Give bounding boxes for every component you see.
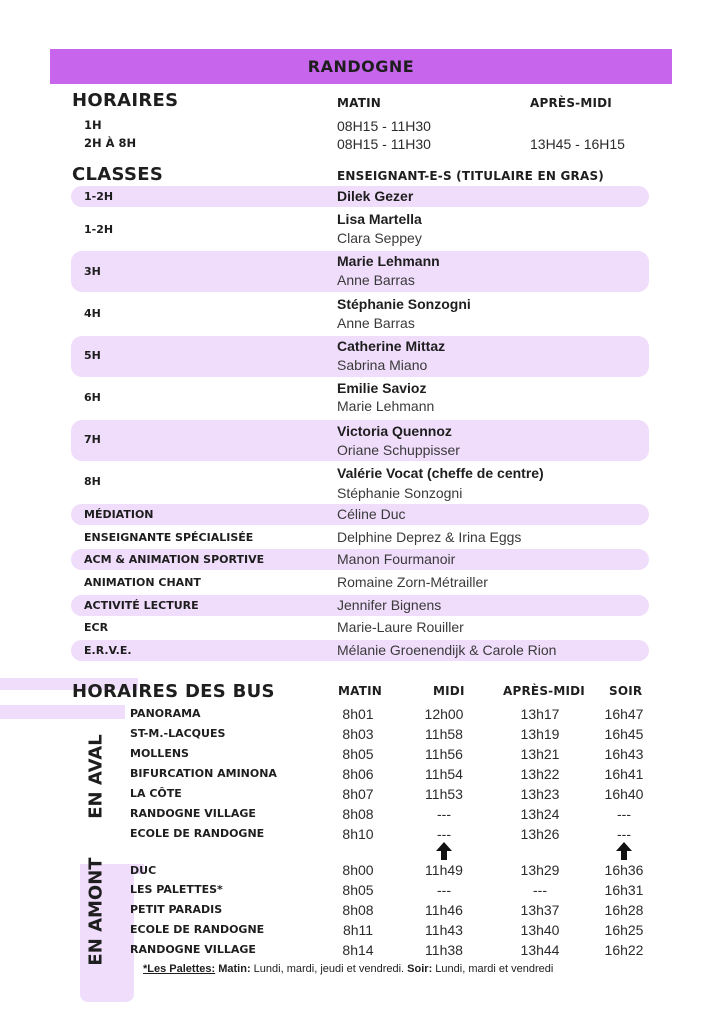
bus-time: 13h19: [520, 726, 560, 742]
class-teacher: Stéphanie Sonzogni: [337, 485, 463, 501]
arrow-up-icon: [436, 842, 452, 860]
label-en-amont: EN AMONT: [85, 857, 107, 966]
bus-time: 8h00: [342, 862, 374, 878]
bus-time: ---: [437, 882, 451, 898]
bus-time: 16h31: [604, 882, 644, 898]
bus-stop: LES PALETTES*: [130, 883, 223, 896]
bus-col-matin: MATIN: [338, 684, 382, 698]
class-teacher: Marie Lehmann: [337, 398, 435, 414]
bus-time: 11h49: [425, 862, 463, 878]
bus-time: 13h23: [520, 786, 560, 802]
bus-time: 13h21: [520, 746, 560, 762]
bus-time: 8h05: [342, 882, 374, 898]
bus-stop: LA CÔTE: [130, 787, 182, 800]
bus-time: 8h14: [342, 942, 374, 958]
special-value: Céline Duc: [337, 506, 406, 522]
special-value: Mélanie Groenendijk & Carole Rion: [337, 642, 557, 658]
class-titulaire: Dilek Gezer: [337, 188, 414, 204]
bus-time: 13h44: [520, 942, 560, 958]
bus-time: 12h00: [424, 706, 464, 722]
special-label: MÉDIATION: [84, 508, 154, 521]
special-label: E.R.V.E.: [84, 644, 132, 657]
footnote-ref: *Les Palettes:: [143, 963, 216, 975]
bus-time: ---: [533, 882, 547, 898]
class-titulaire: Marie Lehmann: [337, 253, 440, 269]
bus-stop: RANDOGNE VILLAGE: [130, 807, 256, 820]
horaires-col-matin: MATIN: [337, 96, 381, 110]
bus-time: 8h10: [342, 826, 374, 842]
bus-time: 11h54: [425, 766, 463, 782]
bus-stop: ECOLE DE RANDOGNE: [130, 827, 265, 840]
class-teacher: Oriane Schuppisser: [337, 442, 460, 458]
bus-time: 16h41: [604, 766, 644, 782]
bus-time: 13h22: [520, 766, 560, 782]
bus-time: 11h58: [425, 726, 463, 742]
bus-time: 16h25: [604, 922, 644, 938]
classes-col-enseignants: ENSEIGNANT-E-S (TITULAIRE EN GRAS): [337, 169, 604, 183]
bus-time: 8h08: [342, 902, 374, 918]
bus-time: 8h07: [342, 786, 374, 802]
class-teacher: Sabrina Miano: [337, 357, 428, 373]
bus-time: 11h56: [425, 746, 463, 762]
horaires-row-label: 2H À 8H: [84, 136, 137, 150]
class-label: 6H: [84, 391, 101, 404]
horaires-row-matin: 08H15 - 11H30: [337, 118, 431, 134]
bus-col-midi: MIDI: [433, 684, 465, 698]
bus-time: 8h11: [342, 922, 374, 938]
special-value: Manon Fourmanoir: [337, 551, 456, 567]
footnote-soir-text: Lundi, mardi et vendredi: [435, 963, 554, 975]
bus-stop: PANORAMA: [130, 707, 201, 720]
bus-time: 11h53: [425, 786, 463, 802]
classes-title: CLASSES: [72, 164, 164, 185]
bus-time: 16h47: [604, 706, 644, 722]
bus-time: 16h43: [604, 746, 644, 762]
bus-stop: RANDOGNE VILLAGE: [130, 943, 256, 956]
bus-time: 8h05: [342, 746, 374, 762]
class-titulaire: Victoria Quennoz: [337, 423, 452, 439]
bus-col-soir: SOIR: [609, 684, 643, 698]
bus-time: 8h08: [342, 806, 374, 822]
footnote-matin-text: Lundi, mardi, jeudi et vendredi.: [253, 963, 405, 975]
special-label: ENSEIGNANTE SPÉCIALISÉE: [84, 531, 254, 544]
horaires-row-matin: 08H15 - 11H30: [337, 136, 431, 152]
class-titulaire: Emilie Savioz: [337, 380, 427, 396]
bus-time: 16h40: [604, 786, 644, 802]
special-label: ACTIVITÉ LECTURE: [84, 599, 199, 612]
special-label: ANIMATION CHANT: [84, 576, 201, 589]
class-titulaire: Lisa Martella: [337, 211, 422, 227]
class-label: 4H: [84, 307, 101, 320]
bus-time: ---: [437, 826, 451, 842]
bus-stop: ECOLE DE RANDOGNE: [130, 923, 265, 936]
bus-stop: DUC: [130, 864, 157, 877]
horaires-col-apres-midi: APRÈS-MIDI: [530, 96, 612, 110]
bus-time: 13h17: [520, 706, 560, 722]
class-label: 1-2H: [84, 190, 114, 203]
bus-time: 11h43: [425, 922, 463, 938]
class-label: 3H: [84, 265, 101, 278]
bus-time: 8h01: [342, 706, 374, 722]
class-label: 1-2H: [84, 223, 114, 236]
bus-time: 13h26: [520, 826, 560, 842]
bus-time: 13h37: [520, 902, 560, 918]
class-titulaire: Stéphanie Sonzogni: [337, 296, 471, 312]
horaires-title: HORAIRES: [72, 90, 179, 111]
bus-time: 11h38: [425, 942, 463, 958]
class-label: 7H: [84, 433, 101, 446]
bus-stop: BIFURCATION AMINONA: [130, 767, 277, 780]
bus-time: ---: [617, 806, 631, 822]
bus-time: ---: [437, 806, 451, 822]
bus-col-apres-midi: APRÈS-MIDI: [503, 684, 585, 698]
bus-time: 16h36: [604, 862, 644, 878]
bus-time: 16h28: [604, 902, 644, 918]
arrow-up-icon: [616, 842, 632, 860]
bus-footnote: [143, 963, 553, 975]
class-teacher: Anne Barras: [337, 272, 415, 288]
bus-time: ---: [617, 826, 631, 842]
footnote-matin-label: Matin:: [218, 963, 251, 975]
horaires-row-label: 1H: [84, 118, 102, 132]
special-label: ACM & ANIMATION SPORTIVE: [84, 553, 265, 566]
bus-stop: PETIT PARADIS: [130, 903, 223, 916]
special-value: Romaine Zorn-Métrailler: [337, 574, 488, 590]
special-value: Jennifer Bignens: [337, 597, 442, 613]
special-label: ECR: [84, 621, 109, 634]
class-titulaire: Catherine Mittaz: [337, 338, 446, 354]
bus-title: HORAIRES DES BUS: [72, 681, 275, 702]
bus-time: 16h45: [604, 726, 644, 742]
class-label: 5H: [84, 349, 101, 362]
bus-time: 13h24: [520, 806, 560, 822]
page-title: RANDOGNE: [307, 57, 415, 76]
class-teacher: Anne Barras: [337, 315, 415, 331]
bus-stop: ST-M.-LACQUES: [130, 727, 226, 740]
bus-time: 16h22: [604, 942, 644, 958]
special-value: Delphine Deprez & Irina Eggs: [337, 529, 522, 545]
bus-time: 13h29: [520, 862, 560, 878]
bus-stop: MOLLENS: [130, 747, 189, 760]
bus-time: 8h03: [342, 726, 374, 742]
class-label: 8H: [84, 475, 101, 488]
footnote-soir-label: Soir:: [407, 963, 433, 975]
class-teacher: Clara Seppey: [337, 230, 422, 246]
horaires-row-apres-midi: 13H45 - 16H15: [530, 136, 625, 152]
bus-time: 8h06: [342, 766, 374, 782]
bus-time: 13h40: [520, 922, 560, 938]
class-titulaire: Valérie Vocat (cheffe de centre): [337, 465, 544, 481]
special-value: Marie-Laure Rouiller: [337, 619, 464, 635]
label-en-aval: EN AVAL: [85, 734, 107, 819]
bus-time: 11h46: [425, 902, 463, 918]
